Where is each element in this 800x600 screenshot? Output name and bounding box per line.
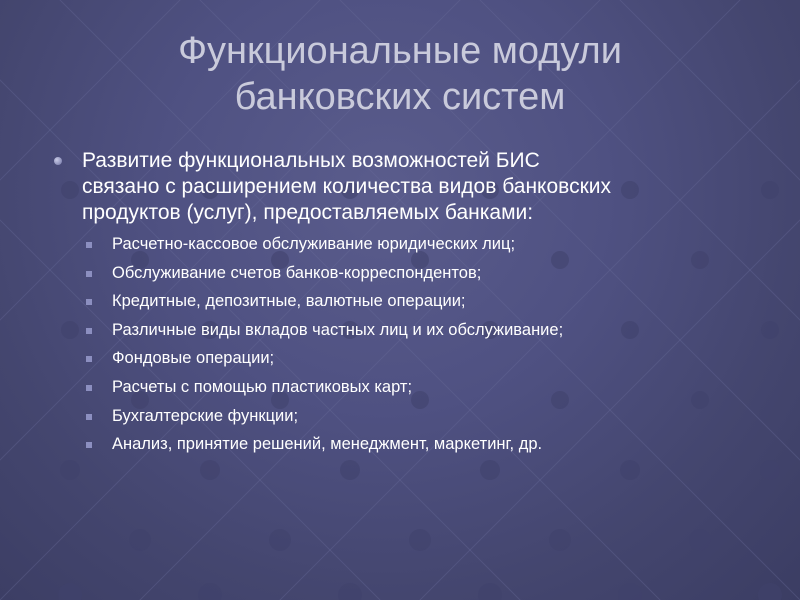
sub-bullet-text: Различные виды вкладов частных лиц и их обслуживание; (112, 320, 564, 339)
sub-bullet-text: Расчетно-кассовое обслуживание юридических лиц; (112, 235, 516, 253)
square-bullet-icon (86, 442, 92, 448)
square-bullet-icon (86, 299, 92, 305)
sub-bullet-item (86, 434, 754, 454)
sub-bullet-item (86, 234, 754, 254)
sub-bullet-item (86, 320, 754, 340)
square-bullet-icon (86, 328, 92, 334)
sub-bullet-list (54, 234, 754, 454)
sub-bullet-text: Фондовые операции; (112, 349, 275, 368)
sub-bullet-text: Кредитные, депозитные, валютные операции; (112, 292, 466, 311)
title-line-2: банковских систем (234, 76, 566, 118)
square-bullet-icon (86, 242, 92, 248)
sub-bullet-text: Расчеты с помощью пластиковых карт; (112, 377, 413, 396)
sub-bullet-item (86, 291, 754, 311)
sub-bullet-text: Бухгалтерские функции; (112, 406, 299, 425)
square-bullet-icon (86, 385, 92, 391)
square-bullet-icon (86, 356, 92, 362)
sub-bullet-text: Обслуживание счетов банков-корреспондентов; (112, 263, 482, 282)
square-bullet-icon (86, 414, 92, 420)
main-bullet-line-1: Развитие функциональных возможностей БИС (82, 149, 540, 172)
sub-bullet-item (86, 377, 754, 397)
main-bullet-line-3: продуктов (услуг), предоставляемых банками: (82, 201, 534, 224)
main-bullet (54, 148, 754, 226)
round-bullet-icon (54, 157, 62, 165)
sub-bullet-item (86, 406, 754, 426)
sub-bullet-item (86, 263, 754, 283)
sub-bullet-text: Анализ, принятие решений, менеджмент, маркетинг, др. (112, 435, 543, 454)
title-line-1: Функциональные модули (178, 30, 622, 72)
sub-bullet-item (86, 348, 754, 368)
slide-title (0, 28, 800, 120)
square-bullet-icon (86, 271, 92, 277)
slide-content (54, 148, 754, 463)
main-bullet-line-2: связано с расширением количества видов банковских (82, 175, 611, 198)
